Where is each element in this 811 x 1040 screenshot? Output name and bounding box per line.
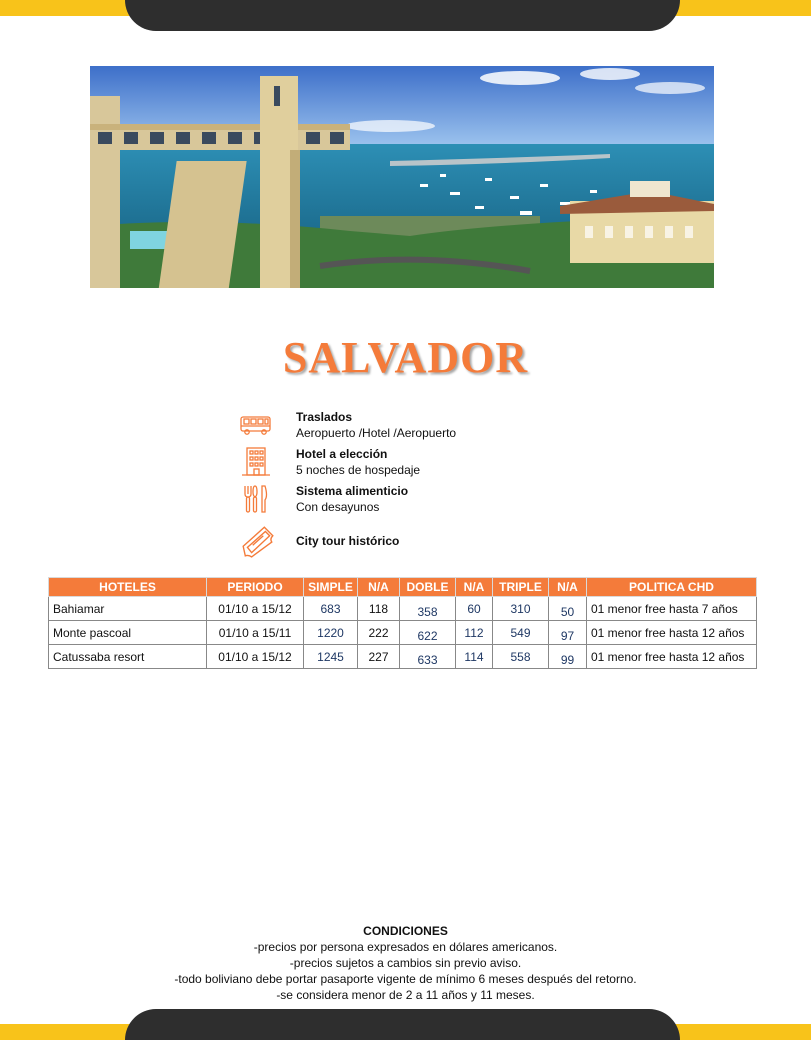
hotel-name: Catussaba resort xyxy=(49,645,207,669)
col-header-triple: TRIPLE xyxy=(493,578,549,597)
triple-na: 99 xyxy=(549,645,587,669)
simple-na: 118 xyxy=(358,597,400,621)
double-na: 114 xyxy=(456,645,493,669)
simple-price: 683 xyxy=(304,597,358,621)
col-header-na: N/A xyxy=(549,578,587,597)
simple-price: 1245 xyxy=(304,645,358,669)
condition-line: -precios por persona expresados en dólares americanos. xyxy=(253,940,558,954)
feature-city-tour xyxy=(238,519,578,563)
condition-line: -se considera menor de 2 a 11 años y 11 meses. xyxy=(276,988,535,1002)
feature-list xyxy=(238,408,578,563)
salvador-photo xyxy=(90,66,714,288)
col-header-doble: DOBLE xyxy=(400,578,456,597)
col-header-periodo: PERIODO xyxy=(207,578,304,597)
feature-heading: Sistema alimenticio xyxy=(296,484,409,498)
double-price: 633 xyxy=(400,645,456,669)
top-header-tab xyxy=(125,0,680,31)
feature-meals xyxy=(238,482,578,519)
triple-price: 310 xyxy=(493,597,549,621)
double-price: 358 xyxy=(400,597,456,621)
table-row xyxy=(49,597,757,621)
bottom-footer-tab xyxy=(125,1009,680,1040)
hotel-name: Monte pascoal xyxy=(49,621,207,645)
feature-detail: 5 noches de hospedaje xyxy=(296,463,421,477)
triple-na: 50 xyxy=(549,597,587,621)
child-policy: 01 menor free hasta 12 años xyxy=(587,645,757,669)
feature-detail: Con desayunos xyxy=(296,500,380,514)
feature-detail: Aeropuerto /Hotel /Aeropuerto xyxy=(296,426,457,440)
feature-heading: Hotel a elección xyxy=(296,447,388,461)
hotel-rates-table xyxy=(48,577,757,669)
col-header-simple: SIMPLE xyxy=(304,578,358,597)
simple-na: 222 xyxy=(358,621,400,645)
triple-price: 558 xyxy=(493,645,549,669)
condition-line: -todo boliviano debe portar pasaporte vigente de mínimo 6 meses después del retorno. xyxy=(174,972,637,986)
child-policy: 01 menor free hasta 12 años xyxy=(587,621,757,645)
bus-icon xyxy=(238,408,274,442)
period-cell: 01/10 a 15/12 xyxy=(207,645,304,669)
feature-heading: Traslados xyxy=(296,410,353,424)
double-na: 112 xyxy=(456,621,493,645)
conditions-block xyxy=(0,923,811,1003)
period-cell: 01/10 a 15/12 xyxy=(207,597,304,621)
hotel-building-icon xyxy=(238,445,274,479)
col-header-politica-chd: POLITICA CHD xyxy=(587,578,757,597)
feature-hotel xyxy=(238,445,578,482)
double-price: 622 xyxy=(400,621,456,645)
triple-na: 97 xyxy=(549,621,587,645)
table-header-row xyxy=(49,578,757,597)
simple-price: 1220 xyxy=(304,621,358,645)
simple-na: 227 xyxy=(358,645,400,669)
ticket-icon xyxy=(238,523,278,559)
feature-heading: City tour histórico xyxy=(296,534,400,548)
period-cell: 01/10 a 15/11 xyxy=(207,621,304,645)
destination-title: SALVADOR xyxy=(282,333,529,382)
table-row xyxy=(49,621,757,645)
hotel-name: Bahiamar xyxy=(49,597,207,621)
fork-knife-icon xyxy=(238,482,274,516)
conditions-heading: CONDICIONES xyxy=(363,924,448,938)
table-row xyxy=(49,645,757,669)
col-header-na: N/A xyxy=(358,578,400,597)
col-header-na: N/A xyxy=(456,578,493,597)
double-na: 60 xyxy=(456,597,493,621)
child-policy: 01 menor free hasta 7 años xyxy=(587,597,757,621)
col-header-hoteles: HOTELES xyxy=(49,578,207,597)
condition-line: -precios sujetos a cambios sin previo aviso. xyxy=(289,956,522,970)
triple-price: 549 xyxy=(493,621,549,645)
feature-transfers xyxy=(238,408,578,445)
